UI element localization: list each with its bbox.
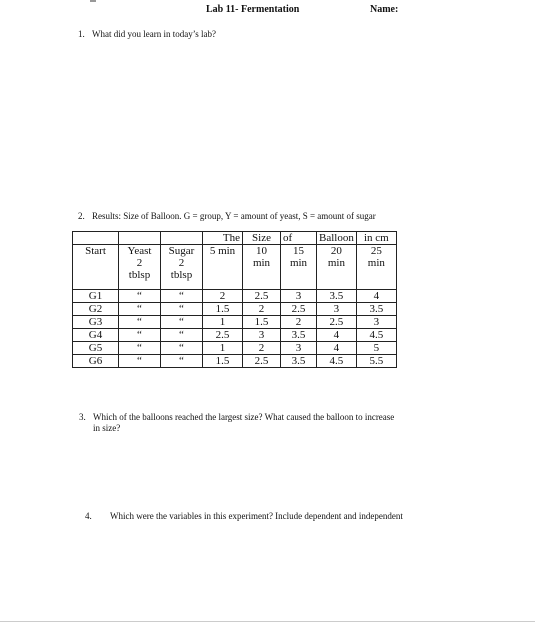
cell-10min: 2.5 (243, 290, 281, 303)
top-cell-empty-3 (161, 232, 203, 245)
cell-10min: 3 (243, 329, 281, 342)
header-15min-value: 15 (293, 245, 304, 257)
question-1-number: 1. (78, 29, 85, 39)
cell-15min: 3 (281, 342, 317, 355)
top-cell-balloon: Balloon (317, 232, 357, 245)
cell-group: G2 (73, 303, 119, 316)
cell-yeast: “ (119, 290, 161, 303)
header-25min (356, 245, 396, 290)
table-row (73, 329, 397, 342)
header-sugar-label: Sugar (168, 245, 195, 257)
question-3-text-line1: Which of the balloons reached the largest size? What caused the balloon to increase (93, 412, 395, 422)
cell-25min: 4.5 (356, 329, 396, 342)
question-4-text: Which were the variables in this experiment? Include dependent and independent (110, 511, 403, 521)
cell-10min: 2 (243, 303, 281, 316)
header-25min-unit: min (367, 257, 385, 269)
results-table (72, 231, 397, 368)
question-3-number: 3. (79, 412, 86, 422)
cell-15min: 3.5 (281, 355, 317, 368)
header-10min-unit: min (252, 257, 271, 269)
table-row (73, 303, 397, 316)
header-sugar (161, 245, 203, 290)
cell-25min: 3.5 (356, 303, 396, 316)
cell-10min: 1.5 (243, 316, 281, 329)
cell-group: G1 (73, 290, 119, 303)
table-top-row (73, 232, 397, 245)
table-row (73, 290, 397, 303)
cell-20min: 2.5 (317, 316, 357, 329)
cell-yeast: “ (119, 342, 161, 355)
cell-20min: 4 (317, 342, 357, 355)
top-cell-the: The (203, 232, 243, 245)
header-20min (317, 245, 357, 290)
cell-group: G4 (73, 329, 119, 342)
lab-title: Lab 11- Fermentation (206, 4, 300, 15)
header-20min-value: 20 (330, 245, 342, 257)
table-header-row (73, 245, 397, 290)
header-25min-value: 25 (370, 245, 382, 257)
cell-5min: 2 (203, 290, 243, 303)
cell-25min: 3 (356, 316, 396, 329)
top-cell-empty-1 (73, 232, 119, 245)
cell-10min: 2.5 (243, 355, 281, 368)
cell-sugar: “ (161, 316, 203, 329)
header-yeast-label: Yeast (127, 245, 152, 257)
cell-20min: 4 (317, 329, 357, 342)
cell-sugar: “ (161, 303, 203, 316)
name-label: Name: (370, 4, 399, 15)
cell-group: G6 (73, 355, 119, 368)
cell-group: G3 (73, 316, 119, 329)
header-yeast-amount: 2 (136, 257, 143, 269)
table-row (73, 355, 397, 368)
question-2-number: 2. (78, 211, 85, 221)
header-start: Start (73, 245, 119, 290)
question-1-text: What did you learn in today’s lab? (92, 29, 216, 39)
table-row (73, 316, 397, 329)
cell-5min: 1.5 (203, 355, 243, 368)
table-row (73, 342, 397, 355)
cell-5min: 2.5 (203, 329, 243, 342)
page-bottom-divider (0, 621, 535, 622)
header-sugar-amount: 2 (178, 257, 185, 269)
cell-20min: 3.5 (317, 290, 357, 303)
question-3 (79, 412, 469, 423)
question-2 (78, 211, 376, 222)
cell-15min: 2 (281, 316, 317, 329)
page-edge-mark (90, 0, 96, 2)
cell-15min: 3.5 (281, 329, 317, 342)
question-2-text: Results: Size of Balloon. G = group, Y = amount of yeast, S = amount of sugar (92, 211, 376, 221)
cell-sugar: “ (161, 329, 203, 342)
cell-yeast: “ (119, 316, 161, 329)
header-10min (243, 245, 281, 290)
header-yeast (119, 245, 161, 290)
cell-15min: 2.5 (281, 303, 317, 316)
cell-5min: 1 (203, 342, 243, 355)
header-yeast-unit: tblsp (128, 269, 151, 281)
top-cell-size: Size (243, 232, 281, 245)
header-10min-value: 10 (256, 245, 267, 257)
top-cell-of: of (281, 232, 317, 245)
header-20min-unit: min (327, 257, 345, 269)
cell-10min: 2 (243, 342, 281, 355)
cell-20min: 4.5 (317, 355, 357, 368)
question-3-text-line2: in size? (93, 423, 121, 433)
cell-5min: 1.5 (203, 303, 243, 316)
cell-sugar: “ (161, 290, 203, 303)
top-cell-in-cm: in cm (356, 232, 396, 245)
cell-sugar: “ (161, 342, 203, 355)
header-15min-unit: min (289, 257, 308, 269)
header-sugar-unit: tblsp (170, 269, 193, 281)
cell-yeast: “ (119, 303, 161, 316)
cell-25min: 5.5 (356, 355, 396, 368)
cell-20min: 3 (317, 303, 357, 316)
question-4-number: 4. (85, 511, 92, 521)
cell-25min: 5 (356, 342, 396, 355)
cell-yeast: “ (119, 329, 161, 342)
top-cell-empty-2 (119, 232, 161, 245)
cell-yeast: “ (119, 355, 161, 368)
cell-25min: 4 (356, 290, 396, 303)
cell-5min: 1 (203, 316, 243, 329)
cell-15min: 3 (281, 290, 317, 303)
cell-sugar: “ (161, 355, 203, 368)
question-1 (78, 29, 216, 40)
cell-group: G5 (73, 342, 119, 355)
header-5min: 5 min (203, 245, 243, 290)
header-15min (281, 245, 317, 290)
